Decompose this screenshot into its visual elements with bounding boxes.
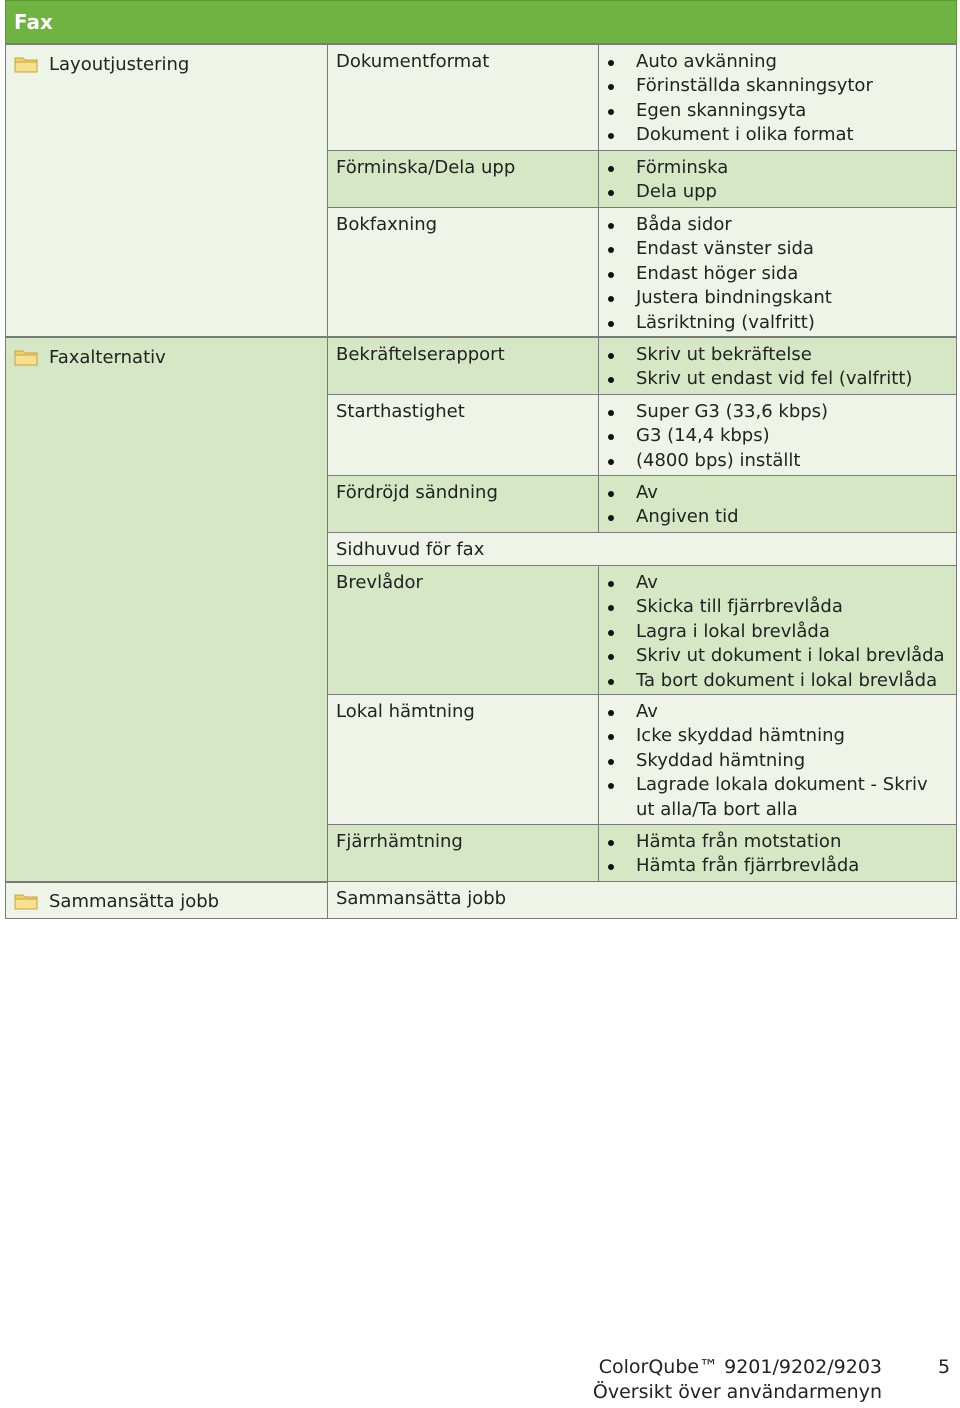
options-list	[599, 343, 956, 392]
page-number: 5	[938, 1356, 951, 1378]
section-header	[5, 0, 957, 44]
options-list	[599, 481, 956, 530]
options-cell	[598, 475, 957, 533]
option-item: Ta bort dokument i lokal brevlåda	[599, 669, 956, 693]
option-item: Egen skanningsyta	[599, 99, 956, 123]
feature-label: Sidhuvud för fax	[336, 539, 485, 560]
option-item: (4800 bps) inställt	[599, 449, 956, 473]
feature-label: Sammansätta jobb	[336, 888, 507, 909]
option-item: Av	[599, 700, 956, 724]
option-item: Skriv ut dokument i lokal brevlåda	[599, 644, 956, 668]
option-item: Skriv ut bekräftelse	[599, 343, 956, 367]
feature-cell[interactable]	[327, 694, 599, 825]
feature-label: Starthastighet	[336, 401, 465, 422]
option-item: Hämta från fjärrbrevlåda	[599, 854, 956, 878]
feature-cell[interactable]	[327, 150, 599, 208]
folder-icon	[14, 55, 38, 73]
options-cell	[598, 207, 957, 337]
option-item: Förinställda skanningsytor	[599, 74, 956, 98]
feature-cell[interactable]	[327, 881, 957, 919]
feature-label: Brevlådor	[336, 572, 423, 593]
options-cell	[598, 565, 957, 695]
option-item: Läsriktning (valfritt)	[599, 311, 956, 335]
group-label: Sammansätta jobb	[49, 891, 220, 912]
options-list	[599, 571, 956, 693]
options-list	[599, 213, 956, 335]
feature-cell[interactable]	[327, 532, 957, 566]
options-list	[599, 830, 956, 879]
option-item: G3 (14,4 kbps)	[599, 424, 956, 448]
feature-cell[interactable]	[327, 44, 599, 151]
options-list	[599, 50, 956, 148]
group-label: Layoutjustering	[49, 54, 190, 75]
option-item: Dela upp	[599, 180, 956, 204]
folder-icon	[14, 892, 38, 910]
option-item: Av	[599, 571, 956, 595]
option-item: Skriv ut endast vid fel (valfritt)	[599, 367, 956, 391]
options-cell	[598, 150, 957, 208]
option-item: Justera bindningskant	[599, 286, 956, 310]
feature-cell[interactable]	[327, 565, 599, 695]
options-cell	[598, 44, 957, 151]
options-cell	[598, 824, 957, 882]
options-cell	[598, 694, 957, 825]
feature-cell[interactable]	[327, 824, 599, 882]
feature-label: Lokal hämtning	[336, 701, 475, 722]
feature-label: Fördröjd sändning	[336, 482, 498, 503]
option-item: Auto avkänning	[599, 50, 956, 74]
group-faxalternativ[interactable]	[5, 337, 328, 882]
group-layoutjustering[interactable]	[5, 44, 328, 337]
option-item: Skyddad hämtning	[599, 749, 956, 773]
options-cell	[598, 337, 957, 395]
option-item: Super G3 (33,6 kbps)	[599, 400, 956, 424]
options-cell	[598, 394, 957, 476]
options-list	[599, 700, 956, 822]
option-item: Endast höger sida	[599, 262, 956, 286]
feature-cell[interactable]	[327, 207, 599, 337]
option-item: Lagrade lokala dokument - Skriv ut alla/Ta bort alla	[599, 773, 956, 822]
option-item: Förminska	[599, 156, 956, 180]
feature-label: Bekräftelserapport	[336, 344, 505, 365]
feature-label: Bokfaxning	[336, 214, 438, 235]
section-title: Fax	[14, 10, 53, 34]
document-subtitle: Översikt över användarmenyn	[592, 1381, 882, 1403]
feature-label: Förminska/Dela upp	[336, 157, 516, 178]
page-footer	[593, 1355, 882, 1405]
option-item: Hämta från motstation	[599, 830, 956, 854]
option-item: Angiven tid	[599, 505, 956, 529]
product-name: ColorQube™ 9201/9202/9203	[598, 1356, 882, 1378]
group-label: Faxalternativ	[49, 347, 166, 368]
feature-cell[interactable]	[327, 394, 599, 476]
option-item: Endast vänster sida	[599, 237, 956, 261]
feature-label: Dokumentformat	[336, 51, 490, 72]
folder-icon	[14, 348, 38, 366]
option-item: Båda sidor	[599, 213, 956, 237]
feature-cell[interactable]	[327, 337, 599, 395]
option-item: Skicka till fjärrbrevlåda	[599, 595, 956, 619]
group-sammansatta-jobb[interactable]	[5, 882, 328, 919]
feature-label: Fjärrhämtning	[336, 831, 463, 852]
option-item: Dokument i olika format	[599, 123, 956, 147]
feature-cell[interactable]	[327, 475, 599, 533]
options-list	[599, 400, 956, 473]
option-item: Lagra i lokal brevlåda	[599, 620, 956, 644]
option-item: Av	[599, 481, 956, 505]
options-list	[599, 156, 956, 205]
option-item: Icke skyddad hämtning	[599, 724, 956, 748]
